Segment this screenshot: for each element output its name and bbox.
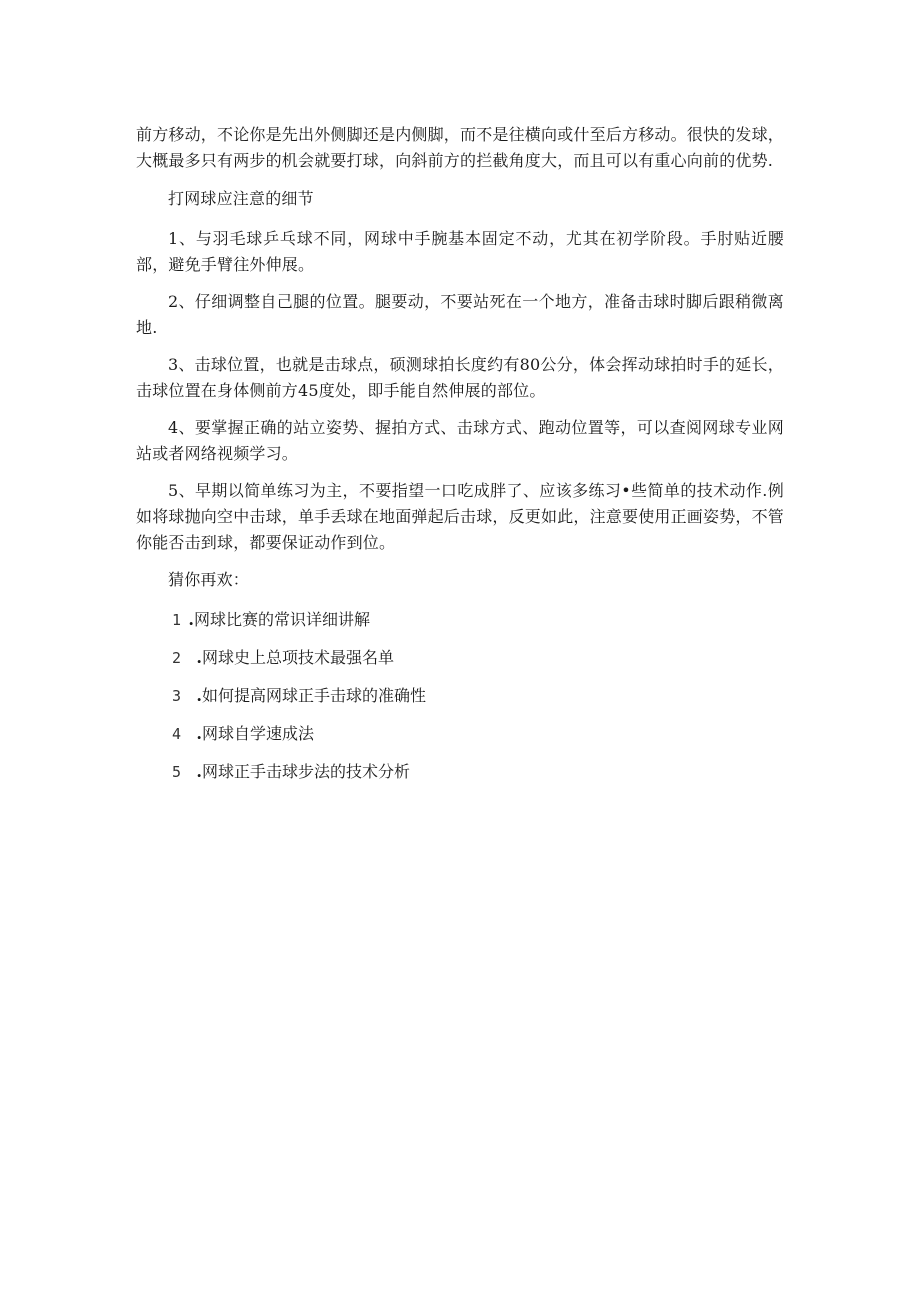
related-item-separator: .: [196, 762, 202, 781]
related-item-separator: .: [196, 724, 202, 743]
tip-item-4: 4、要掌握正确的站立姿势、握拍方式、击球方式、跑动位置等，可以查阅网球专业网站或者网络视频学习。: [136, 418, 784, 463]
tip-item-1: 1、与羽毛球乒乓球不同，网球中手腕基本固定不动，尤其在初学阶段。手肘贴近腰部，避免手臂往外伸展。: [136, 229, 784, 274]
related-item-2[interactable]: [136, 645, 784, 671]
section-heading: 打网球应注意的细节: [168, 189, 314, 208]
related-item-number: 5: [172, 763, 182, 781]
related-item-link[interactable]: 如何提高网球正手击球的准确性: [202, 686, 427, 705]
related-item-separator: .: [196, 648, 202, 667]
related-item-separator: .: [188, 610, 194, 629]
related-item-separator: .: [196, 686, 202, 705]
tip-item-3: 3、击球位置，也就是击球点，硕测球拍长度约有80公分，体会挥动球拍时手的延长，击球位置在身体侧前方45度处，即手能自然伸展的部位。: [136, 355, 784, 400]
related-item-4[interactable]: [136, 721, 784, 747]
document-body: [136, 122, 784, 797]
related-item-link[interactable]: 网球正手击球步法的技术分析: [202, 762, 411, 781]
intro-paragraph: 前方移动，不论你是先出外侧脚还是内侧脚，而不是往横向或什至后方移动。很快的发球，大概最多只有两步的机会就要打球，向斜前方的拦截角度大，而且可以有重心向前的优势.: [136, 125, 785, 170]
related-item-link[interactable]: 网球自学速成法: [202, 724, 315, 743]
related-item-1[interactable]: [136, 607, 784, 633]
related-title: 猜你再欢：: [168, 570, 250, 589]
tip-item-2: 2、仔细调整自己腿的位置。腿要动，不要站死在一个地方，准备击球时脚后跟稍微离地.: [136, 292, 784, 337]
related-item-3[interactable]: [136, 683, 784, 709]
related-item-number: 2: [172, 649, 182, 667]
related-item-number: 1: [172, 611, 182, 629]
related-item-number: 4: [172, 725, 182, 743]
related-item-5[interactable]: [136, 759, 784, 785]
related-item-link[interactable]: 网球史上总项技术最强名单: [202, 648, 395, 667]
related-item-number: 3: [172, 687, 182, 705]
tip-item-5: 5、早期以简单练习为主，不要指望一口吃成胖了、应该多练习•些简单的技术动作.例如将球抛向空中击球，单手丢球在地面弹起后击球，反更如此，注意要使用正画姿势，不管你能否击到球，都要保证动作到位。: [136, 481, 785, 552]
related-list: [136, 607, 784, 785]
related-item-link[interactable]: 网球比赛的常识详细讲解: [194, 610, 371, 629]
